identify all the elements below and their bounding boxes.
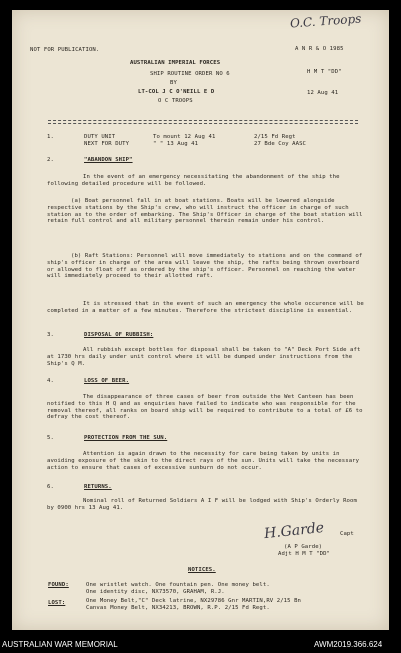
section-paragraph: (b) Raft Stations: Personnel will move immediately to stations and on the command of ship's officer in charge of the area will leave the ship, the rafts being thrown overboard or allowed to float off as ordered by the ship's officer. Personnel on reaching the water will immediately proceed to their allotted raft. — [47, 253, 363, 280]
handwritten-note: O.C. Troops — [289, 11, 362, 31]
lost-label: LOST: — [48, 600, 66, 606]
section-paragraph: It is stressed that in the event of such an emergency the whole occurence will be completed in a matter of a few minutes. Therefore the strictest discipline is essential. — [47, 301, 364, 314]
section-paragraph: (a) Boat personnel fall in at boat stations. Boats will be lowered alongside respective stations by the Ship's crew, who will instruct the officer in charge of such station as to the order of embarking. The Ship's Officer in charge of the boat station will retain full control and all military personnel therein remain under his control. — [47, 198, 363, 225]
signature-name: (A P Garde) — [284, 544, 323, 550]
ship-name: H M T "DD" — [307, 69, 342, 75]
signature-role: Adjt H M T "DD" — [278, 551, 331, 557]
duty-unit-2: 27 Bde Coy AASC — [254, 141, 307, 147]
divider-top — [48, 120, 358, 121]
found-line: One wristlet watch. One fountain pen. One money belt. — [86, 582, 270, 588]
order-date: 12 Aug 41 — [307, 90, 339, 96]
title-by: BY — [170, 80, 177, 86]
signature: H.Garde — [263, 519, 325, 543]
found-label: FOUND: — [48, 582, 69, 588]
footer-accession-number: AWM2019.366.624 — [314, 640, 383, 649]
section-number: 6. — [47, 484, 54, 490]
section-number: 1. — [47, 134, 54, 140]
found-line: One identity disc, NX73570, GRAHAM, R.J. — [86, 589, 225, 595]
title-order: SHIP ROUTINE ORDER NO 6 — [150, 71, 230, 77]
footer-institution: AUSTRALIAN WAR MEMORIAL — [2, 640, 118, 649]
section-paragraph: All rubbish except bottles for disposal shall be taken to "A" Deck Port Side aft at 1730 hrs daily under unit control where it will be dumped under instructions from the Ship's Q M. — [47, 347, 361, 367]
lost-line: Canvas Money Belt, NX34213, BROWN, R.P. 2/15 Fd Regt. — [86, 605, 270, 611]
notices-heading: NOTICES. — [188, 567, 216, 573]
duty-unit-1: 2/15 Fd Regt — [254, 134, 296, 140]
section-number: 4. — [47, 378, 54, 384]
section-heading: PROTECTION FROM THE SUN. — [84, 435, 168, 441]
title-troops: O C TROOPS — [158, 98, 193, 104]
section-heading: RETURNS. — [84, 484, 112, 490]
archive-stamp: A N R & O 1985 — [295, 46, 344, 52]
section-heading: "ABANDON SHIP" — [84, 157, 133, 163]
not-for-publication: NOT FOR PUBLICATION. — [30, 47, 100, 53]
section-paragraph: The disappearance of three cases of beer from outside the Wet Canteen has been notified to this H Q and as enquiries have failed to indicate who was responsible for the removal thereof, all ranks on board ship will be required to contribute to a total of £6 to defray the cost thereof. — [47, 394, 363, 421]
section-number: 3. — [47, 332, 54, 338]
next-duty-label: NEXT FOR DUTY — [84, 141, 130, 147]
section-number: 2. — [47, 157, 54, 163]
section-heading: DISPOSAL OF RUBBISH: — [84, 332, 154, 338]
divider-bottom — [48, 123, 358, 124]
section-paragraph: In the event of an emergency necessitating the abandonment of the ship the following detailed procedure will be followed. — [47, 174, 340, 187]
archive-footer — [0, 636, 401, 653]
section-paragraph: Attention is again drawn to the necessity for care being taken by units in avoiding exposure of the skin to the direct rays of the sun. Units will take the necessary action to ensure that cases of excessive sunburn do not occur. — [47, 451, 360, 471]
duty-mount-1: To mount 12 Aug 41 — [153, 134, 216, 140]
lost-line: One Money Belt,"C" Deck latrine, NX29786 Gnr MARTIN,RV 2/15 Bn — [86, 598, 301, 604]
title-officer: LT-COL J C O'NEILL E D — [138, 89, 215, 95]
section-heading: LOSS OF BEER. — [84, 378, 130, 384]
document-page — [12, 10, 389, 630]
duty-unit-label: DUTY UNIT — [84, 134, 116, 140]
section-number: 5. — [47, 435, 54, 441]
title-force: AUSTRALIAN IMPERIAL FORCES — [130, 60, 221, 66]
duty-mount-2: " " 13 Aug 41 — [153, 141, 199, 147]
section-paragraph: Nominal roll of Returned Soldiers A I F will be lodged with Ship's Orderly Room by 0900 hrs 13 Aug 41. — [47, 498, 357, 511]
signature-rank: Capt — [340, 531, 354, 537]
